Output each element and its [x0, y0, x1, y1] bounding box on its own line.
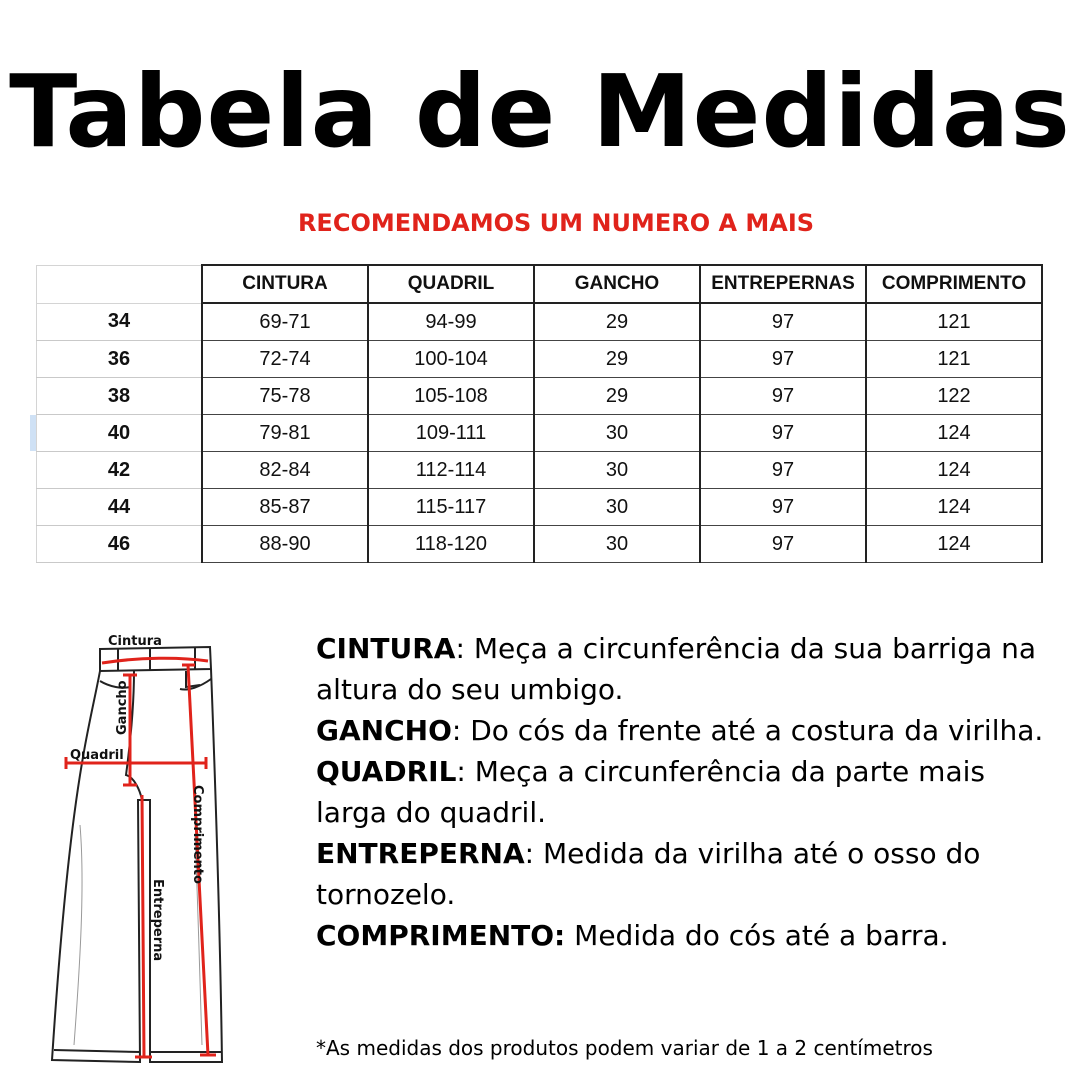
measurement-descriptions [316, 628, 1056, 956]
measurement-cell: 29 [534, 378, 700, 415]
measurement-cell: 88-90 [202, 526, 368, 563]
footnote: *As medidas dos produtos podem variar de 1 a 2 centímetros [316, 1036, 933, 1060]
measurement-cell: 82-84 [202, 452, 368, 489]
measurement-cell: 105-108 [368, 378, 534, 415]
measurement-cell: 30 [534, 452, 700, 489]
recommendation-note: RECOMENDAMOS UM NUMERO A MAIS [297, 209, 815, 237]
measurement-cell: 30 [534, 415, 700, 452]
size-cell: 38 [37, 378, 203, 415]
label-cintura: Cintura [108, 634, 162, 649]
measurement-cell: 124 [866, 489, 1042, 526]
pants-illustration [30, 625, 260, 1075]
table-row [37, 526, 1043, 563]
measurement-cell: 29 [534, 341, 700, 378]
header-cell: QUADRIL [368, 265, 534, 303]
description-separator: : [451, 714, 471, 747]
header-cell: GANCHO [534, 265, 700, 303]
measurement-cell: 97 [700, 489, 866, 526]
measurement-cell: 29 [534, 303, 700, 341]
description-item [316, 915, 1056, 956]
table-row [37, 378, 1043, 415]
size-cell: 34 [37, 303, 203, 341]
header-cell: ENTREPERNAS [700, 265, 866, 303]
measurement-cell: 85-87 [202, 489, 368, 526]
description-term: COMPRIMENTO: [316, 919, 566, 952]
table-header-row [37, 265, 1043, 303]
header-cell [37, 265, 203, 303]
label-quadril: Quadril [70, 748, 124, 763]
description-term: GANCHO [316, 714, 452, 747]
measurement-cell: 121 [866, 303, 1042, 341]
description-text: Do cós da frente até a costura da virilha. [470, 714, 1044, 747]
description-separator [565, 919, 574, 952]
description-item [316, 751, 1056, 833]
description-text: Meça a circunferência da parte mais larga do quadril. [316, 755, 985, 829]
measurement-cell: 115-117 [368, 489, 534, 526]
size-cell: 36 [37, 341, 203, 378]
description-term: CINTURA [316, 632, 456, 665]
measurement-cell: 72-74 [202, 341, 368, 378]
description-item [316, 710, 1056, 751]
measurement-labels [70, 634, 205, 961]
measurement-cell: 75-78 [202, 378, 368, 415]
measurement-cell: 100-104 [368, 341, 534, 378]
size-cell: 42 [37, 452, 203, 489]
measurement-cell: 97 [700, 452, 866, 489]
header-cell: COMPRIMENTO [866, 265, 1042, 303]
measurement-cell: 112-114 [368, 452, 534, 489]
measurement-cell: 30 [534, 489, 700, 526]
description-text: Medida da virilha até o osso do tornozelo. [316, 837, 981, 911]
measurement-cell: 79-81 [202, 415, 368, 452]
size-cell: 44 [37, 489, 203, 526]
size-table [36, 264, 1043, 563]
measurement-cell: 97 [700, 303, 866, 341]
table-body [37, 303, 1043, 563]
measurement-cell: 94-99 [368, 303, 534, 341]
description-item [316, 628, 1056, 710]
table-row [37, 489, 1043, 526]
page-title: Tabela de Medidas [9, 53, 1071, 170]
measurement-cell: 109-111 [368, 415, 534, 452]
table-row [37, 452, 1043, 489]
description-separator: : [456, 755, 475, 788]
size-cell: 46 [37, 526, 203, 563]
measurement-cell: 97 [700, 526, 866, 563]
label-entreperna: Entreperna [150, 879, 165, 962]
measurement-cell: 124 [866, 526, 1042, 563]
measurement-cell: 124 [866, 415, 1042, 452]
measurement-cell: 69-71 [202, 303, 368, 341]
label-gancho: Gancho [115, 680, 130, 735]
table-row [37, 303, 1043, 341]
size-cell: 40 [37, 415, 203, 452]
description-separator: : [524, 837, 544, 870]
table-row [37, 341, 1043, 378]
measurement-cell: 121 [866, 341, 1042, 378]
description-item [316, 833, 1056, 915]
table-row [37, 415, 1043, 452]
measurement-cell: 124 [866, 452, 1042, 489]
description-term: ENTREPERNA [316, 837, 525, 870]
description-text: Medida do cós até a barra. [574, 919, 949, 952]
measurement-cell: 97 [700, 341, 866, 378]
measurement-cell: 118-120 [368, 526, 534, 563]
description-term: QUADRIL [316, 755, 457, 788]
measurement-cell: 30 [534, 526, 700, 563]
header-cell: CINTURA [202, 265, 368, 303]
measurement-cell: 97 [700, 415, 866, 452]
measurement-cell: 122 [866, 378, 1042, 415]
measurement-cell: 97 [700, 378, 866, 415]
description-separator: : [455, 632, 474, 665]
label-comprimento: Comprimento [190, 785, 205, 884]
description-text: Meça a circunferência da sua barriga na altura do seu umbigo. [316, 632, 1037, 706]
